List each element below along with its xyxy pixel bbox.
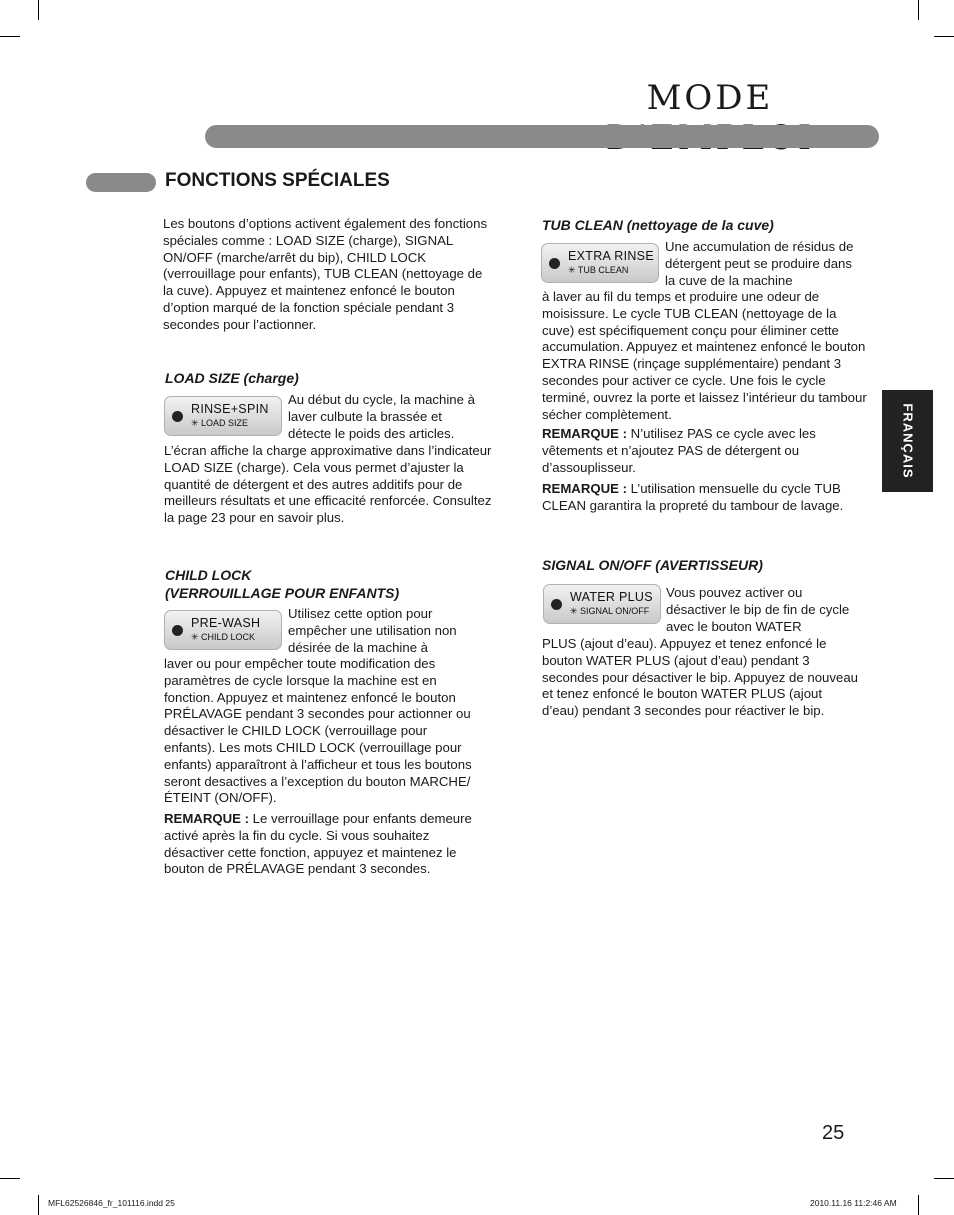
header-bar	[205, 125, 879, 148]
crop-mark	[934, 1178, 954, 1179]
indicator-dot-icon	[551, 599, 562, 610]
tub-clean-note-1	[542, 426, 868, 476]
extra-rinse-button-image	[541, 243, 659, 283]
crop-mark	[918, 1195, 919, 1215]
tub-clean-heading: TUB CLEAN (nettoyage de la cuve)	[542, 217, 774, 233]
note-label: REMARQUE :	[542, 426, 627, 441]
crop-mark	[0, 36, 20, 37]
button-main-label: PRE-WASH	[191, 616, 261, 630]
button-secondary-label: ✳ TUB CLEAN	[568, 265, 629, 275]
child-lock-side-text: Utilisez cette option pour empêcher une utilisation non désirée de la machine à	[288, 606, 457, 655]
language-label: FRANÇAIS	[900, 403, 915, 479]
button-main-label: WATER PLUS	[570, 590, 653, 604]
crop-mark	[918, 0, 919, 20]
button-main-label: EXTRA RINSE	[568, 249, 654, 263]
child-lock-note	[164, 811, 492, 878]
button-secondary-label: ✳ SIGNAL ON/OFF	[570, 606, 650, 616]
page-title: MODE	[646, 78, 774, 118]
load-size-side-text: Au début du cycle, la machine à laver culbute la brassée et détecte le poids des articles.	[288, 392, 475, 441]
intro-paragraph: Les boutons d’options activent également des fonctions spéciales comme : LOAD SIZE (charge), SIGNAL ON/OFF (marche/arrêt du bip), CHILD LOCK (verrouillage pour enfants), TUB CLEAN (nettoyage de la cuve). Appuyez et maintenez enfoncé le bouton d’option marqué de la fonction spéciale pendant 3 secondes pour l’actionner.	[163, 216, 488, 332]
tub-clean-body: à laver au fil du temps et produire une odeur de moisissure. Le cycle TUB CLEAN (nettoyage de la cuve) est spécifiquement conçu pour éliminer cette accumulation. Appuyez et maintenez enfoncé le bouton EXTRA RINSE (rinçage supplémentaire) pendant 3 secondes pour activer ce cycle. Une fois le cycle terminé, ouvrez la porte et laissez l’intérieur du tambour sécher complètement.	[542, 289, 867, 422]
child-lock-heading-line1: CHILD LOCK	[165, 567, 252, 583]
crop-mark	[934, 36, 954, 37]
note-label: REMARQUE :	[542, 481, 627, 496]
load-size-heading: LOAD SIZE (charge)	[165, 370, 299, 386]
rinse-spin-button-image	[164, 396, 282, 436]
indicator-dot-icon	[549, 258, 560, 269]
child-lock-body: laver ou pour empêcher toute modification des paramètres de cycle lorsque la machine est en fonction. Appuyez et maintenez enfoncé le bouton PRÉLAVAGE pendant 3 secondes pour actionner ou désactiver le CHILD LOCK (verrouillage pour enfants). Les mots CHILD LOCK (verrouillage pour enfants) apparaîtront à l’afficheur et tous les boutons seront desactives a l’exception du bouton MARCHE/ÉTEINT (ON/OFF).	[164, 656, 472, 806]
section-title: FONCTIONS SPÉCIALES	[165, 170, 390, 191]
indicator-dot-icon	[172, 625, 183, 636]
section-pill	[86, 173, 156, 192]
pre-wash-button-image	[164, 610, 282, 650]
footer-file-info: MFL62526846_fr_101116.indd 25	[48, 1198, 175, 1208]
note-text: L’utilisation mensuelle du cycle TUB CLEAN garantira la propreté du tambour de lavage.	[542, 481, 844, 513]
page-number: 25	[822, 1122, 845, 1144]
tub-clean-note-2	[542, 481, 868, 515]
note-label: REMARQUE :	[164, 811, 249, 826]
crop-mark	[0, 1178, 20, 1179]
button-secondary-label: ✳ LOAD SIZE	[191, 418, 249, 428]
signal-body: PLUS (ajout d’eau). Appuyez et tenez enfoncé le bouton WATER PLUS (ajout d’eau) pendant 3 secondes pour désactiver le bip. Appuyez de nouveau et tenez enfoncé le bouton WATER PLUS (ajout d’eau) pendant 3 secondes pour réactiver le bip.	[542, 636, 858, 719]
crop-mark	[38, 0, 39, 20]
note-text: Le verrouillage pour enfants demeure activé après la fin du cycle. Si vous souhaitez désactiver cette fonction, appuyez et maintenez le bouton de PRÉLAVAGE pendant 3 secondes.	[164, 811, 472, 877]
footer-timestamp: 2010.11.16 11:2:46 AM	[810, 1198, 897, 1208]
child-lock-heading	[165, 566, 399, 602]
signal-side-text: Vous pouvez activer ou désactiver le bip de fin de cycle avec le bouton WATER	[666, 585, 850, 634]
indicator-dot-icon	[172, 411, 183, 422]
crop-mark	[38, 1195, 39, 1215]
load-size-body: L’écran affiche la charge approximative dans l’indicateur LOAD SIZE (charge). Cela vous permet d’ajuster la quantité de détergent et des autres additifs pour de meilleurs résultats et une efficacité renforcée. Consultez la page 23 pour en savoir plus.	[164, 443, 492, 526]
signal-heading: SIGNAL ON/OFF (AVERTISSEUR)	[542, 557, 763, 573]
language-tab	[882, 390, 933, 492]
child-lock-heading-line2: (VERROUILLAGE POUR ENFANTS)	[165, 585, 400, 601]
tub-clean-side-text: Une accumulation de résidus de détergent peut se produire dans la cuve de la machine	[665, 239, 854, 288]
water-plus-button-image	[543, 584, 661, 624]
note-text: N’utilisez PAS ce cycle avec les vêtements et n’ajoutez PAS de détergent ou d’assouplisseur.	[542, 426, 816, 475]
button-secondary-label: ✳ CHILD LOCK	[191, 632, 256, 642]
button-main-label: RINSE+SPIN	[191, 402, 269, 416]
